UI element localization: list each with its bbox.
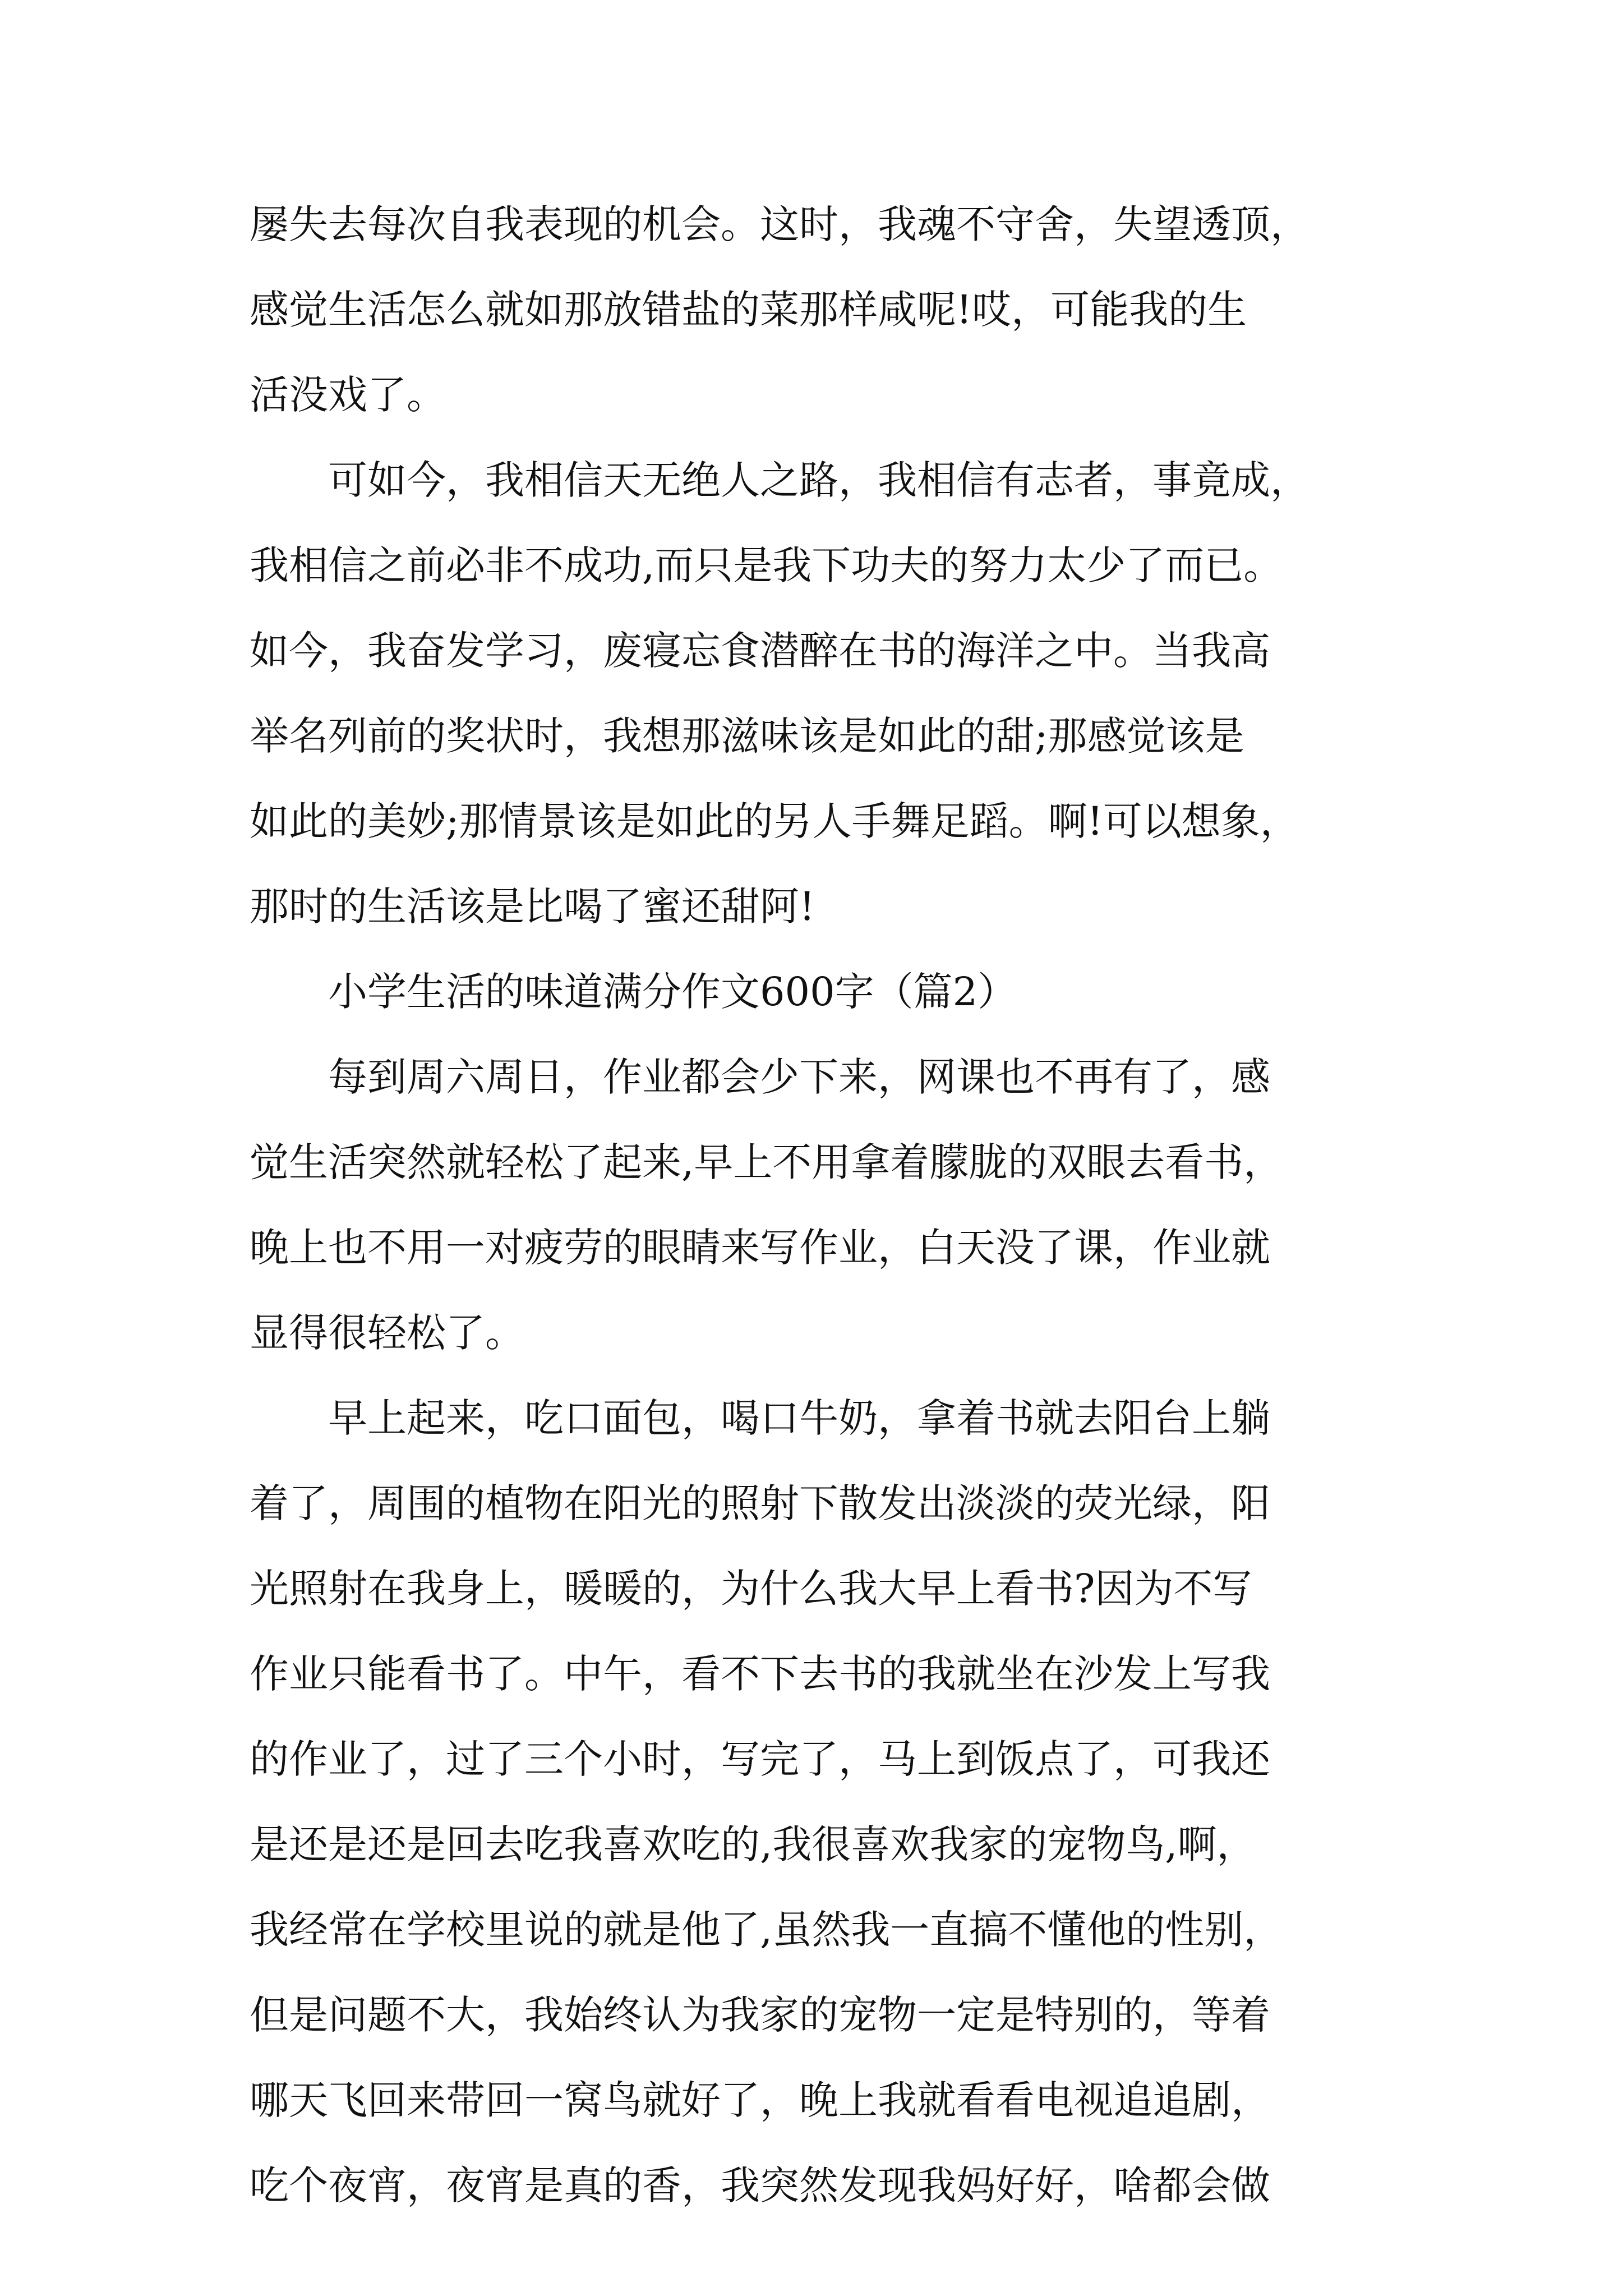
text-line: 的作业了，过了三个小时，写完了，马上到饭点了，可我还 [250,1736,1270,1782]
text-line: 如今，我奋发学习，废寝忘食潜醉在书的海洋之中。当我高 [250,628,1270,674]
text-line: 那时的生活该是比喝了蜜还甜阿! [250,884,815,930]
text-line: 感觉生活怎么就如那放错盐的菜那样咸呢!哎，可能我的生 [250,287,1247,333]
text-line: 是还是还是回去吃我喜欢吃的,我很喜欢我家的宠物鸟,啊， [250,1821,1256,1867]
text-line: 我相信之前必非不成功,而只是我下功夫的努力太少了而已。 [250,542,1283,588]
text-line: 显得很轻松了。 [250,1310,524,1356]
text-line: 哪天飞回来带回一窝鸟就好了，晚上我就看看电视追追剧， [250,2077,1270,2123]
text-line: 每到周六周日，作业都会少下来，网课也不再有了，感 [250,1054,1270,1100]
text-line: 作业只能看书了。中午，看不下去书的我就坐在沙发上写我 [250,1651,1270,1697]
text-line: 觉生活突然就轻松了起来,早上不用拿着朦胧的双眼去看书， [250,1139,1283,1185]
text-line: 着了，周围的植物在阳光的照射下散发出淡淡的荧光绿，阳 [250,1480,1270,1526]
text-line: 晚上也不用一对疲劳的眼睛来写作业，白天没了课，作业就 [250,1225,1270,1271]
section-heading: 小学生活的味道满分作文600字（篇2） [250,969,1017,1015]
text-line: 光照射在我身上，暖暖的，为什么我大早上看书?因为不写 [250,1566,1252,1612]
text-line: 吃个夜宵，夜宵是真的香，我突然发现我妈好好，啥都会做 [250,2162,1270,2208]
text-line: 活没戏了。 [250,372,446,418]
text-line: 可如今，我相信天无绝人之路，我相信有志者，事竟成， [250,457,1310,503]
text-line: 屡失去每次自我表现的机会。这时，我魂不守舍，失望透顶， [250,201,1310,247]
text-line: 我经常在学校里说的就是他了,虽然我一直搞不懂他的性别， [250,1907,1283,1953]
text-line: 早上起来，吃口面包，喝口牛奶，拿着书就去阳台上躺 [250,1395,1270,1441]
text-line: 举名列前的奖状时，我想那滋味该是如此的甜;那感觉该是 [250,713,1244,759]
text-line: 但是问题不大，我始终认为我家的宠物一定是特别的，等着 [250,1992,1270,2038]
text-line: 如此的美妙;那情景该是如此的另人手舞足蹈。啊!可以想象， [250,798,1299,844]
